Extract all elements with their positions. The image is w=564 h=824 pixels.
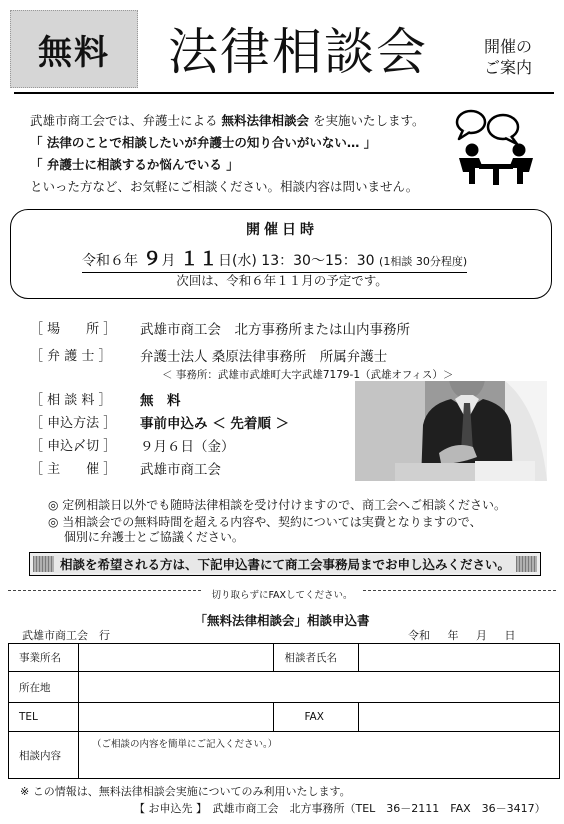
form-row-name [9,644,560,672]
lawyer-photo [355,381,547,481]
date-weekday-time: (水) 13：30～15：30 [231,253,375,269]
organizer-label: ［ 主 催 ］ [30,462,117,477]
date-per-session: (1相談 30分程度) [379,255,468,268]
location-label: ［ 場 所 ］ [30,322,117,337]
banner-text: 相談を希望される方は、下記申込書にて商工会事務局までお申し込みください。 [54,555,516,573]
intro-quote-2: 「 弁護士に相談するか悩んでいる 」 [30,157,239,172]
fax-field[interactable] [359,703,560,732]
form-date: 令和 年 月 日 [408,629,516,642]
intro-text: 武雄市商工会では、弁護士による [30,113,222,128]
office-address: ＜ 事務所：武雄市武雄町大字武雄7179-1（武雄オフィス）＞ [162,369,454,381]
location-value: 武雄市商工会 北方事務所または山内事務所 [140,322,410,338]
form-addressee: 武雄市商工会 行 [22,629,110,642]
apply-method-label: ［ 申込方法 ］ [30,416,117,431]
date-month: ９ [142,248,162,270]
applicant-name-field[interactable] [359,644,560,672]
fax-label: FAX [274,703,359,732]
tel-field[interactable] [78,703,274,732]
schedule-heading: 開催日時 [246,222,318,238]
intro-text-end: を実施いたします。 [309,113,425,128]
privacy-note: ※ この情報は、無料法律相談会実施についてのみ利用いたします。 [20,785,351,798]
tel-label: TEL [9,703,79,732]
subtitle-line-1: 開催の [484,37,533,56]
title-divider [14,92,554,94]
next-schedule: 次回は、令和６年１１月の予定です。 [176,273,388,288]
contact-info: 【 お申込先 】 武雄市商工会 北方事務所（TEL 36－2111 FAX 36－3417） [134,802,546,815]
intro-line-1 [30,111,424,129]
form-row-phone [9,703,560,732]
applicant-name-label: 相談者氏名 [274,644,359,672]
page-title: 法律相談会 [168,23,428,81]
cut-text: 切り取らずにFAXしてください。 [203,590,360,601]
date-day: １１ [179,248,218,270]
date-day-unit: 日 [217,253,232,269]
intro-line-4: といった方など、お気軽にご相談ください。相談内容は問いません。 [30,179,419,194]
address-label: 所在地 [9,672,79,703]
application-banner [29,552,541,576]
note-1: ◎ 定例相談日以外でも随時法律相談を受け付けますので、商工会へご相談ください。 [48,498,507,512]
meeting-icon [455,108,537,188]
fee-value: 無 料 [140,393,181,409]
intro-emphasis: 無料法律相談会 [221,113,309,128]
content-hint: （ご相談の内容を簡単にご記入ください。） [92,739,278,750]
subtitle-line-2: ご案内 [484,58,533,77]
business-name-label: 事業所名 [9,644,79,672]
business-name-field[interactable] [78,644,274,672]
form-title: 「無料法律相談会」相談申込書 [194,613,370,628]
apply-method-value: 事前申込み ＜ 先着順 ＞ [140,416,290,432]
date-month-unit: 月 [161,253,176,269]
date-era: 令和６年 [82,253,138,269]
organizer-value: 武雄市商工会 [140,462,221,478]
lawyer-label: ［ 弁 護 士 ］ [30,349,112,364]
address-field[interactable] [78,672,559,703]
intro-quote-1: 「 法律のことで相談したいが弁護士の知り合いがいない… 」 [30,135,377,150]
note-2: ◎ 当相談会での無料時間を超える内容や、契約については実費となりますので、 [48,515,482,529]
note-3: 個別に弁護士とご協議ください。 [48,530,244,544]
fee-label: ［ 相 談 料 ］ [30,393,112,408]
schedule-date [82,244,467,273]
deadline-label: ［ 申込〆切 ］ [30,439,117,454]
content-label: 相談内容 [9,732,79,779]
deadline-value: ９月６日（金） [140,439,235,455]
free-badge: 無料 [10,10,138,88]
cut-instruction [0,583,564,602]
lawyer-value: 弁護士法人 桑原法律事務所 所属弁護士 [140,349,388,365]
subtitle [484,36,554,78]
form-row-address [9,672,560,703]
application-form [8,643,560,779]
